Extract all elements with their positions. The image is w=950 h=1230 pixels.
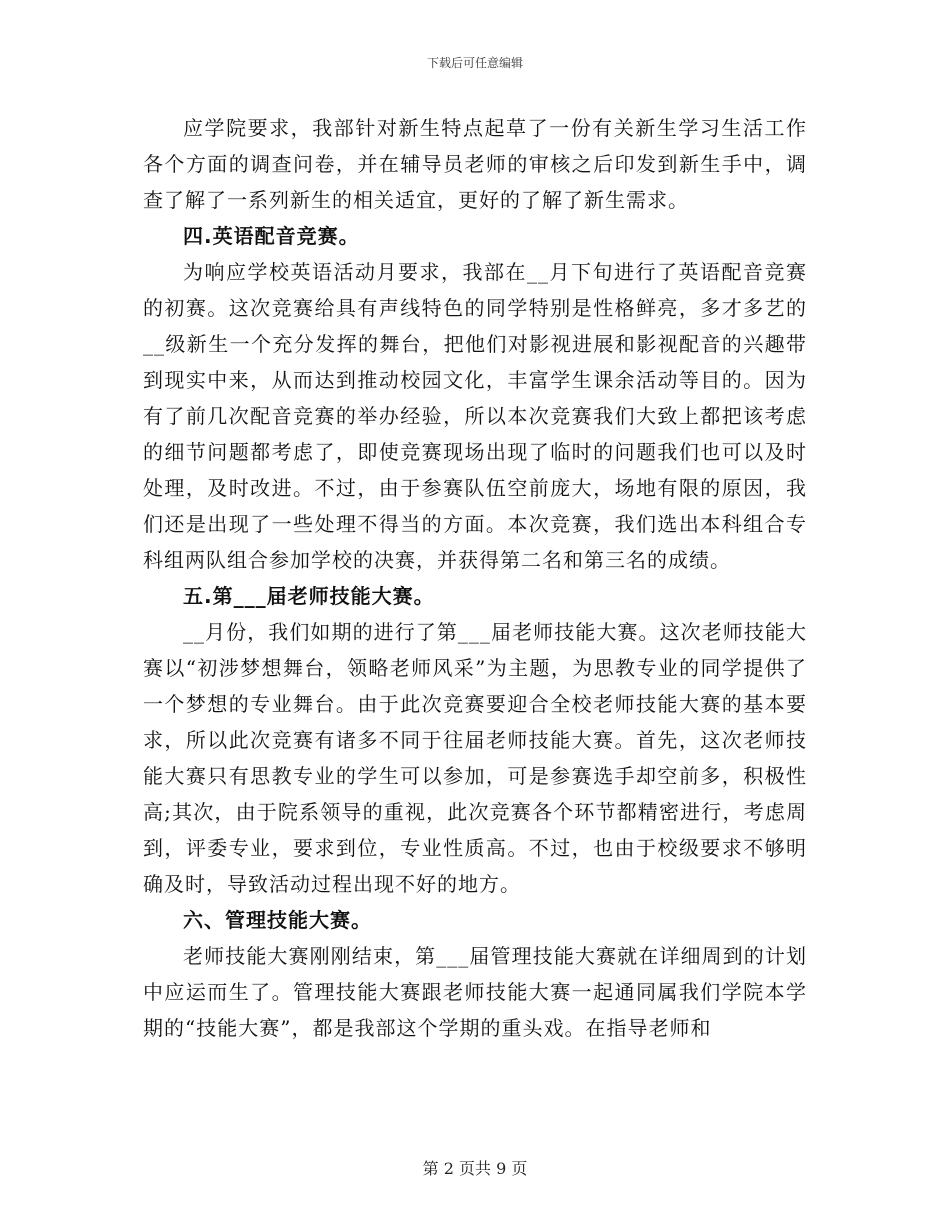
section-heading-english-dubbing: 四.英语配音竞赛。 xyxy=(183,224,360,248)
page-header: 下载后可任意编辑 xyxy=(426,56,523,70)
paragraph-management-skills: 老师技能大赛刚刚结束，第___届管理技能大赛就在详细周到的计划中应运而生了。管理技能大赛跟老师技能大赛一起通同属我们学院本学期的“技能大赛”，都是我部这个学期的重头戏。在指导老师和 xyxy=(143,944,807,1040)
section-heading-teacher-skills: 五.第___届老师技能大赛。 xyxy=(183,584,435,608)
paragraph-survey: 应学院要求，我部针对新生特点起草了一份有关新生学习生活工作各个方面的调查问卷，并在辅导员老师的审核之后印发到新生手中，调查了解了一系列新生的相关适宜，更好的了解了新生需求。 xyxy=(143,116,807,212)
paragraph-teacher-skills: __月份，我们如期的进行了第___届老师技能大赛。这次老师技能大赛以“初涉梦想舞台，领略老师风采”为主题，为思教专业的同学提供了一个梦想的专业舞台。由于此次竞赛要迎合全校老师技能大赛的基本要求，所以此次竞赛有诸多不同于往届老师技能大赛。首先，这次老师技能大赛只有思教专业的学生可以参加，可是参赛选手却空前多，积极性高;其次，由于院系领导的重视，此次竞赛各个环节都精密进行，考虑周到，评委专业，要求到位，专业性质高。不过，也由于校级要求不够明确及时，导致活动过程出现不好的地方。 xyxy=(143,620,807,896)
document-body xyxy=(143,110,807,1046)
section-heading-management-skills: 六、管理技能大赛。 xyxy=(183,908,372,932)
page-footer: 第 2 页共 9 页 xyxy=(422,1159,528,1178)
paragraph-english-dubbing: 为响应学校英语活动月要求，我部在__月下旬进行了英语配音竞赛的初赛。这次竞赛给具有声线特色的同学特别是性格鲜亮，多才多艺的__级新生一个充分发挥的舞台，把他们对影视进展和影视配音的兴趣带到现实中来，从而达到推动校园文化，丰富学生课余活动等目的。因为有了前几次配音竞赛的举办经验，所以本次竞赛我们大致上都把该考虑的细节问题都考虑了，即使竞赛现场出现了临时的问题我们也可以及时处理，及时改进。不过，由于参赛队伍空前庞大，场地有限的原因，我们还是出现了一些处理不得当的方面。本次竞赛，我们选出本科组合专科组两队组合参加学校的决赛，并获得第二名和第三名的成绩。 xyxy=(143,260,807,572)
